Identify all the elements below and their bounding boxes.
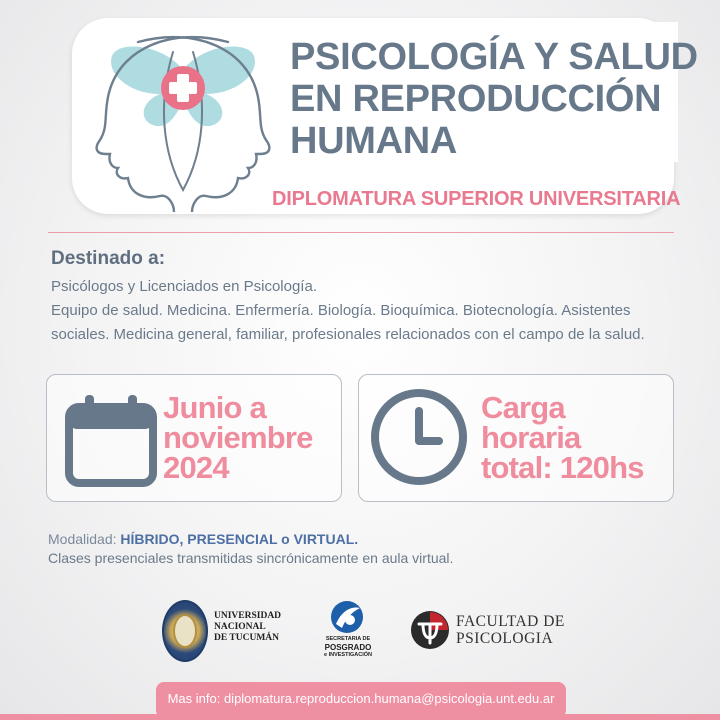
secretaria-logo bbox=[318, 600, 378, 664]
audience-line: Equipo de salud. Medicina. Enfermería. Biología. Bioquímica. Biotecnología. Asistentes bbox=[51, 302, 631, 319]
hours-line: total: 120hs bbox=[481, 450, 644, 485]
facultad-name-line: FACULTAD DE bbox=[456, 613, 565, 630]
secretaria-name-line: e INVESTIGACIÓN bbox=[324, 652, 372, 658]
two-heads-illustration bbox=[78, 22, 288, 212]
secretaria-name-line: POSGRADO bbox=[324, 643, 372, 652]
unt-seal-icon bbox=[162, 600, 208, 662]
facultad-name bbox=[456, 613, 565, 647]
modality-detail: Clases presenciales transmitidas sincrónicamente en aula virtual. bbox=[48, 550, 454, 566]
secretaria-mark-icon bbox=[330, 600, 364, 634]
dates-line: 2024 bbox=[163, 450, 229, 485]
title-line: HUMANA bbox=[290, 120, 458, 162]
facultad-name-line: PSICOLOGIA bbox=[456, 630, 554, 647]
facultad-mark-icon bbox=[410, 610, 450, 650]
secretaria-name-line: SECRETARIA DE bbox=[325, 636, 371, 642]
unt-name-line: UNIVERSIDAD bbox=[214, 611, 282, 621]
dates-line: Junio a bbox=[163, 390, 266, 425]
unt-name bbox=[214, 611, 281, 644]
hours-line: Carga bbox=[481, 390, 565, 425]
audience-line: sociales. Medicina general, familiar, profesionales relacionados con el campo de la salud. bbox=[51, 326, 645, 343]
hours-text bbox=[481, 390, 644, 485]
clock-icon bbox=[369, 387, 469, 487]
audience-line: Psicólogos y Licenciados en Psicología. bbox=[51, 278, 317, 295]
modality-section bbox=[48, 530, 688, 568]
modality-label: Modalidad: bbox=[48, 531, 117, 547]
unt-name-line: DE TUCUMÁN bbox=[214, 633, 280, 643]
program-subtitle: DIPLOMATURA SUPERIOR UNIVERSITARIA bbox=[272, 188, 681, 210]
audience-description bbox=[51, 275, 691, 347]
page-title bbox=[290, 36, 698, 162]
unt-logo bbox=[162, 600, 292, 662]
calendar-icon bbox=[65, 391, 157, 487]
hours-line: horaria bbox=[481, 420, 581, 455]
secretaria-name bbox=[318, 636, 378, 659]
dates-text bbox=[163, 390, 313, 485]
section-divider bbox=[48, 232, 674, 233]
facultad-logo bbox=[410, 608, 570, 652]
dates-line: noviembre bbox=[163, 420, 313, 455]
health-cross-icon bbox=[161, 66, 205, 110]
title-line: EN REPRODUCCIÓN bbox=[290, 78, 662, 120]
hours-card bbox=[358, 374, 674, 502]
contact-info[interactable]: Mas info: diplomatura.reproduccion.humana@psicologia.unt.edu.ar bbox=[156, 682, 566, 718]
audience-heading: Destinado a: bbox=[51, 248, 166, 269]
dates-card bbox=[46, 374, 342, 502]
title-line: PSICOLOGÍA Y SALUD bbox=[290, 36, 698, 78]
unt-name-line: NACIONAL bbox=[214, 622, 266, 632]
modality-value: HÍBRIDO, PRESENCIAL o VIRTUAL. bbox=[120, 531, 359, 547]
